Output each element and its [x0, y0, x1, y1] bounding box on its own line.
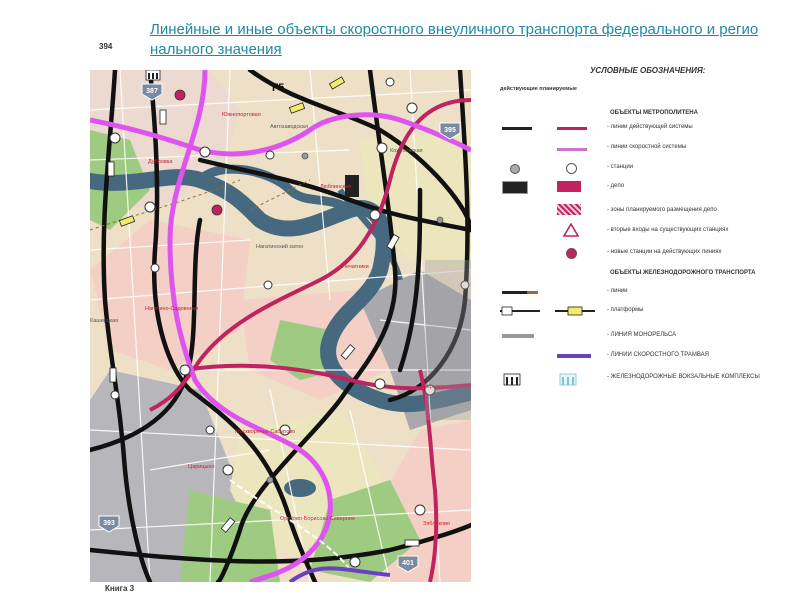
industrial-overlay: [425, 260, 471, 420]
svg-text:401: 401: [402, 560, 414, 567]
legend-station-planned-icon: [566, 163, 577, 174]
legend-terminal-current-icon: [503, 372, 521, 386]
legend-item: - ЛИНИИ СКОРОСТНОГО ТРАМВАЯ: [607, 352, 709, 358]
legend-rail-line-icon: [502, 291, 538, 294]
legend-monorail-icon: [502, 334, 534, 338]
station-label: Южнопортовая: [222, 112, 261, 118]
legend: [500, 62, 800, 392]
station-label: Орехово-Борисово Северное: [280, 516, 356, 522]
legend-item: - ЛИНИЯ МОНОРЕЛЬСА: [607, 332, 677, 338]
legend-item: - линии скоростной системы: [607, 144, 687, 150]
legend-item: - депо: [607, 183, 625, 189]
station-label: Москворечье-Сабурово: [235, 429, 296, 435]
legend-item: - линии: [607, 288, 628, 294]
legend-section-rail: ОБЪЕКТЫ ЖЕЛЕЗНОДОРОЖНОГО ТРАНСПОРТА: [610, 270, 756, 276]
station-label: Каширская: [90, 318, 119, 324]
book-label: Книга 3: [105, 584, 135, 593]
station-label: Нагатино-Садовники: [145, 306, 199, 312]
railway-terminal-icon: [146, 70, 160, 80]
legend-item: - линии действующей системы: [607, 124, 693, 130]
legend-symbol-fast-line: [557, 148, 587, 151]
legend-depot-current-icon: [502, 181, 528, 194]
station-label: Печатники: [342, 264, 369, 270]
legend-station-current-icon: [510, 164, 520, 174]
station-label: Люблинская: [320, 184, 352, 190]
station-label: Марьино: [422, 384, 445, 390]
svg-text:387: 387: [146, 88, 158, 95]
legend-symbol-existing-current: [502, 127, 532, 130]
legend-platform-current-icon: [500, 306, 540, 316]
legend-item: - платформы: [607, 307, 644, 313]
legend-title: УСЛОВНЫЕ ОБОЗНАЧЕНИЯ:: [590, 66, 706, 75]
legend-platform-planned-icon: [555, 306, 595, 316]
new-station-marker: [175, 90, 185, 100]
legend-item: - вторые входы на существующих станциях: [607, 227, 729, 233]
station-label: Кожуховская: [390, 148, 423, 154]
slide-title[interactable]: Линейные и иные объекты скоростного внеуличного транспорта федерального и регио нального значения: [150, 21, 759, 58]
station-label: Автозаводская: [270, 124, 308, 130]
legend-new-station-icon: [566, 248, 577, 259]
svg-text:395: 395: [444, 127, 456, 134]
legend-item: - зоны планируемого размещения депо: [607, 207, 717, 213]
legend-second-entrance-icon: [563, 223, 579, 237]
new-station-marker: [212, 205, 222, 215]
svg-text:393: 393: [103, 520, 115, 527]
station-label: Нагатинский затон: [256, 244, 304, 250]
legend-item: - новые станции на действующих линиях: [607, 249, 722, 255]
station-label: Зябликово: [423, 521, 450, 527]
legend-depot-planned-icon: [557, 181, 581, 192]
transport-map: [90, 70, 471, 582]
legend-terminal-planned-icon: [559, 372, 577, 386]
legend-column-header: действующие планируемые: [500, 86, 577, 92]
legend-item: - станции: [607, 164, 634, 170]
station-label: Царицыно: [188, 464, 215, 470]
map-canvas: [90, 70, 471, 582]
legend-item: - ЖЕЛЕЗНОДОРОЖНЫЕ ВОКЗАЛЬНЫЕ КОМПЛЕКСЫ: [607, 374, 760, 380]
legend-symbol-existing-planned: [557, 127, 587, 130]
page-number: 394: [99, 42, 113, 51]
legend-section-metro: ОБЪЕКТЫ МЕТРОПОЛИТЕНА: [610, 110, 698, 116]
legend-depot-zone-icon: [557, 204, 581, 215]
station-label: Дубровка: [148, 159, 173, 165]
road-label: Г5: [272, 82, 285, 94]
legend-tram-icon: [557, 354, 591, 358]
